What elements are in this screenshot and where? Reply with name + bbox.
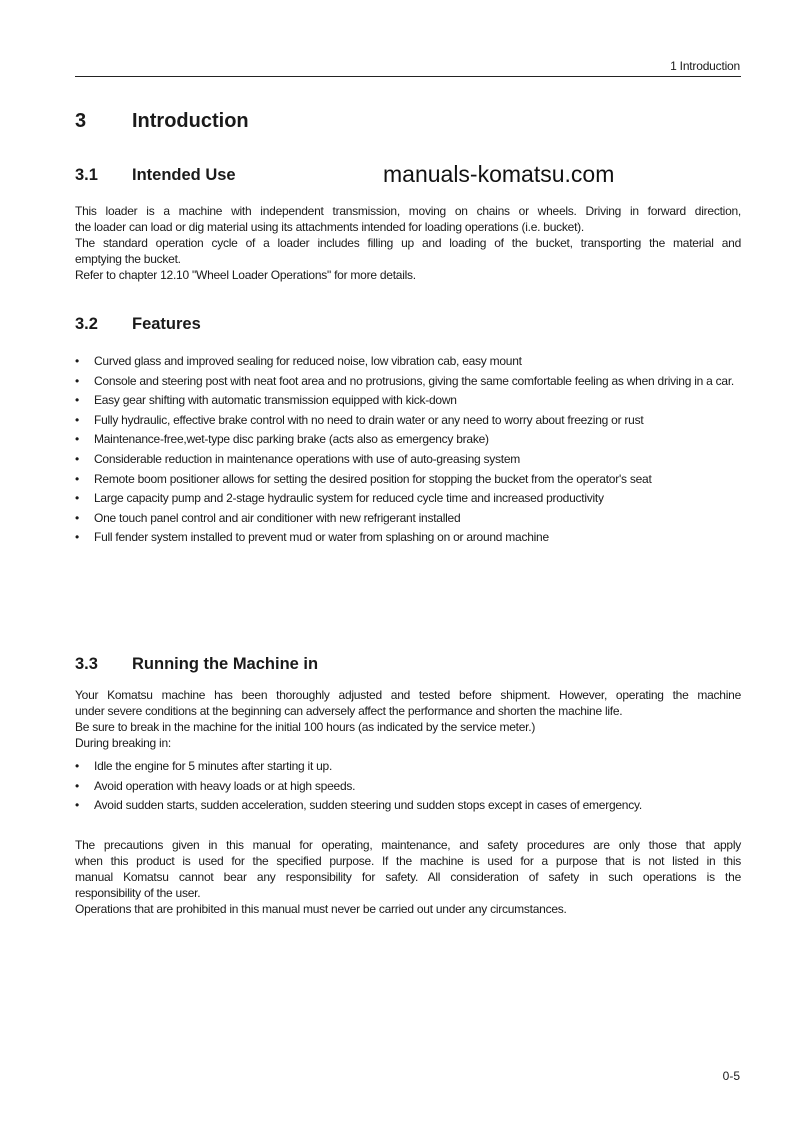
running-in-list — [75, 757, 741, 816]
text-line: emptying the bucket. — [75, 252, 181, 266]
chapter-heading — [75, 110, 249, 133]
section-heading-3-1 — [75, 166, 236, 185]
section-heading-3-2 — [75, 315, 201, 334]
running-header: 1 Introduction — [670, 59, 740, 73]
section-number: 3.3 — [75, 655, 98, 673]
header-rule — [75, 76, 741, 77]
list-item: • Easy gear shifting with automatic transmission equipped with kick-down — [75, 393, 457, 408]
text-line: Your Komatsu machine has been thoroughly adjusted and tested before shipment. However, operating the machine — [75, 688, 741, 702]
intended-use-text — [75, 203, 741, 283]
text-line: Be sure to break in the machine for the initial 100 hours (as indicated by the service meter.) — [75, 720, 536, 734]
list-item: • Full fender system installed to prevent mud or water from splashing on or around machine — [75, 530, 549, 545]
section-title: Features — [132, 315, 201, 333]
chapter-number: 3 — [75, 110, 87, 132]
text-line: This loader is a machine with independent transmission, moving on chains or wheels. Driving in forward direction, — [75, 204, 741, 218]
section-title: Intended Use — [132, 166, 236, 184]
list-item: • Curved glass and improved sealing for reduced noise, low vibration cab, easy mount — [75, 354, 522, 368]
text-line: Operations that are prohibited in this manual must never be carried out under any circumstances. — [75, 902, 567, 916]
list-item: • Remote boom positioner allows for setting the desired position for stopping the bucket from the operator's seat — [75, 471, 652, 486]
text-line: when this product is used for the specified purpose. If the machine is used for a purpose that is not listed in this — [75, 854, 741, 868]
text-line: manual Komatsu cannot bear any responsibility for safety. All consideration of safety in such operations is the — [75, 870, 741, 884]
text-line: During breaking in: — [75, 736, 171, 750]
features-list — [75, 352, 755, 548]
chapter-title: Introduction — [132, 110, 249, 132]
text-line: Refer to chapter 12.10 "Wheel Loader Operations" for more details. — [75, 268, 416, 282]
running-in-text — [75, 687, 741, 751]
text-line: The precautions given in this manual for operating, maintenance, and safety procedures are only those that apply — [75, 838, 741, 852]
text-line: responsibility of the user. — [75, 886, 201, 900]
list-item: • Large capacity pump and 2-stage hydraulic system for reduced cycle time and increased productivity — [75, 491, 604, 506]
list-item: • Idle the engine for 5 minutes after starting it up. — [75, 759, 333, 773]
list-item: • Console and steering post with neat foot area and no protrusions, giving the same comfortable feeling as when driving in a car. — [75, 373, 734, 388]
precautions-text — [75, 837, 741, 917]
page-number: 0-5 — [722, 1069, 740, 1083]
section-heading-3-3 — [75, 655, 318, 674]
list-item: • Avoid sudden starts, sudden acceleration, sudden steering und sudden stops except in cases of emergency. — [75, 798, 642, 813]
list-item: • Considerable reduction in maintenance operations with use of auto-greasing system — [75, 451, 521, 466]
list-item: • One touch panel control and air conditioner with new refrigerant installed — [75, 510, 461, 525]
text-line: under severe conditions at the beginning can adversely affect the performance and shorten the machine life. — [75, 704, 623, 718]
list-item: • Maintenance-free,wet-type disc parking brake (acts also as emergency brake) — [75, 432, 489, 447]
list-item: • Fully hydraulic, effective brake control with no need to drain water or any need to worry about freezing or rust — [75, 412, 644, 427]
section-number: 3.2 — [75, 315, 98, 333]
text-line: The standard operation cycle of a loader includes filling up and loading of the bucket, transporting the material and — [75, 236, 741, 250]
text-line: the loader can load or dig material using its attachments intended for loading operations (i.e. bucket). — [75, 220, 584, 234]
list-item: • Avoid operation with heavy loads or at high speeds. — [75, 778, 356, 793]
section-title: Running the Machine in — [132, 655, 319, 673]
watermark: manuals-komatsu.com — [383, 161, 615, 187]
section-number: 3.1 — [75, 166, 98, 184]
